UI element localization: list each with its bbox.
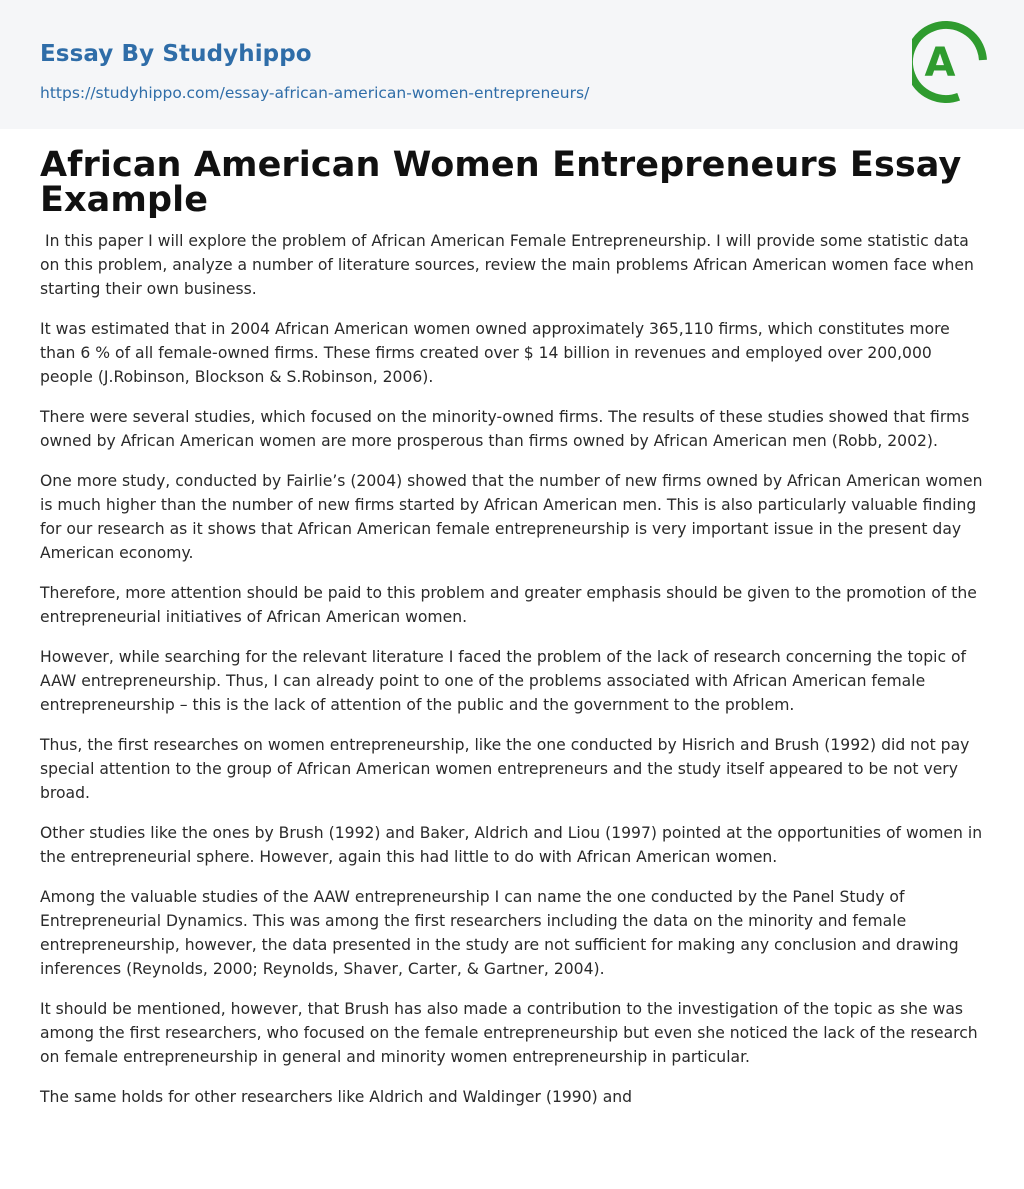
paragraph: One more study, conducted by Fairlie’s (2004) showed that the number of new firms owned by African American women is much higher than the number of new firms started by African American men. This is also particularly valuable finding for our research as it shows that African American female entrepreneurship is very important issue in the present day American economy. — [40, 472, 988, 562]
logo-letter: A — [924, 40, 956, 86]
essay-url-link[interactable]: https://studyhippo.com/essay-african-american-women-entrepreneurs/ — [40, 84, 590, 102]
site-brand[interactable]: Essay By Studyhippo — [40, 41, 312, 67]
essay-title: African American Women Entrepreneurs Essay Example — [40, 145, 962, 220]
paragraph: Therefore, more attention should be paid to this problem and greater emphasis should be given to the promotion of the entrepreneurial initiatives of African American women. — [40, 584, 982, 626]
paragraph: There were several studies, which focused on the minority-owned firms. The results of these studies showed that firms owned by African American women are more prosperous than firms owned by African American men (Robb, 2002). — [40, 408, 975, 450]
paragraph: Other studies like the ones by Brush (1992) and Baker, Aldrich and Liou (1997) pointed at the opportunities of women in the entrepreneurial sphere. However, again this had little to do with African American women. — [40, 824, 988, 866]
paragraph: It was estimated that in 2004 African American women owned approximately 365,110 firms, which constitutes more than 6 % of all female-owned firms. These firms created over $ 14 billion in revenues and employed over 200,000 people (J.Robinson, Blockson & S.Robinson, 2006). — [40, 320, 955, 386]
paragraph: The same holds for other researchers like Aldrich and Waldinger (1990) and — [40, 1088, 633, 1106]
paragraph: In this paper I will explore the problem of African American Female Entrepreneurship. I will provide some statistic data on this problem, analyze a number of literature sources, review the main problems African American women face when starting their own business. — [40, 232, 979, 298]
paragraph: However, while searching for the relevant literature I faced the problem of the lack of research concerning the topic of AAW entrepreneurship. Thus, I can already point to one of the problems associated with African American female entrepreneurship – this is the lack of attention of the public and the government to the problem. — [40, 648, 971, 714]
page-header — [0, 0, 1024, 129]
paragraph: Thus, the first researches on women entrepreneurship, like the one conducted by Hisrich and Brush (1992) did not pay special attention to the group of African American women entrepreneurs and the study itself appeared to be not very broad. — [40, 736, 975, 802]
studyhippo-logo-icon[interactable] — [912, 18, 988, 106]
paragraph: It should be mentioned, however, that Brush has also made a contribution to the investigation of the topic as she was among the first researchers, who focused on the female entrepreneurship but even she noticed the lack of the research on female entrepreneurship in general and minority women entrepreneurship in particular. — [40, 1000, 983, 1066]
paragraph: Among the valuable studies of the AAW entrepreneurship I can name the one conducted by the Panel Study of Entrepreneurial Dynamics. This was among the first researchers including the data on the minority and female entrepreneurship, however, the data presented in the study are not sufficient for making any conclusion and drawing inferences (Reynolds, 2000; Reynolds, Shaver, Carter, & Gartner, 2004). — [40, 888, 964, 978]
essay-body — [40, 229, 986, 1125]
